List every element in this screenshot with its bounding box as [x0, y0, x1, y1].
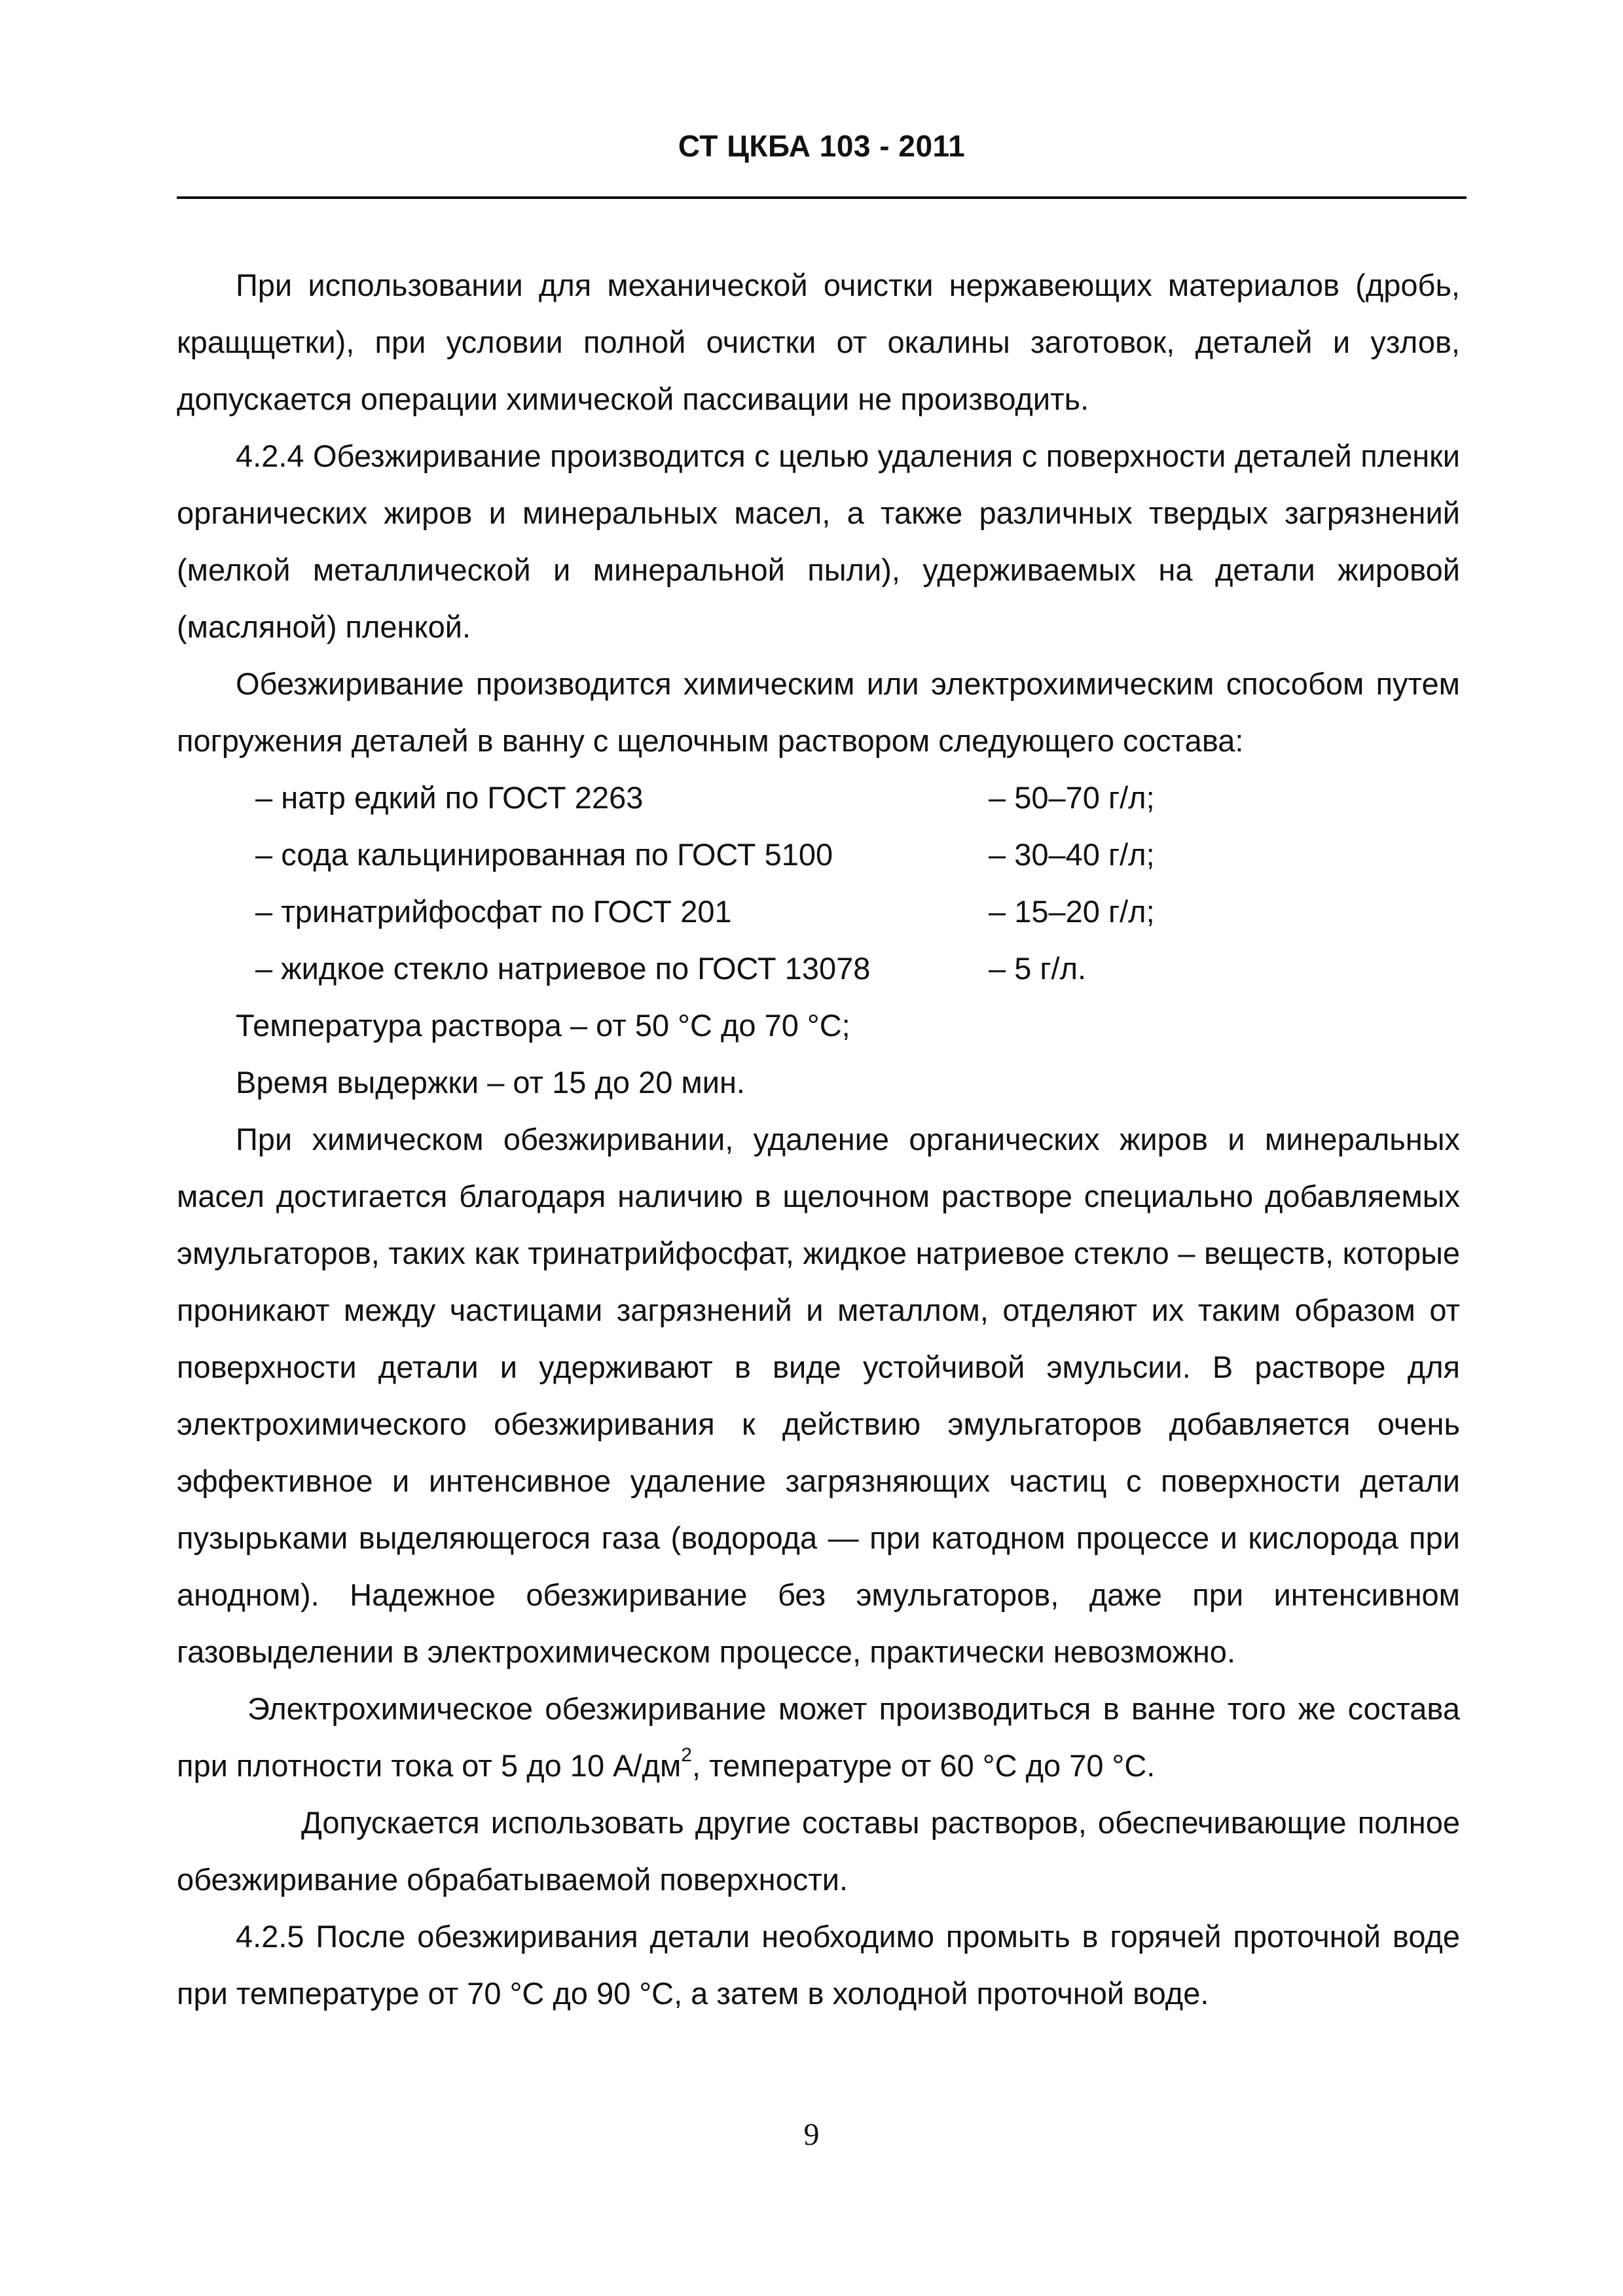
paragraph-degreasing-method: Обезжиривание производится химическим или электрохимическим способом путем погружения деталей в ванну с щелочным раствором следующего состава:	[177, 666, 1460, 758]
paragraph-electrochemical-degreasing	[177, 1680, 1460, 1794]
electrochemical-text-b: , температуре от 60 °С до 70 °С.	[691, 1748, 1156, 1783]
paragraph-4-2-5-rinsing: 4.2.5 После обезжиривания детали необходимо промыть в горячей проточной воде при температуре от 70 °С до 90 °С, а затем в холодной проточной воде.	[177, 1919, 1460, 2011]
paragraph-chemical-degreasing: При химическом обезжиривании, удаление органических жиров и минеральных масел достигается благодаря наличию в щелочном растворе специально добавляемых эмульгаторов, таких как тринатрийфосфат, жидкое натриевое стекло – веществ, которые проникают между частицами загрязнений и металлом, отделяют их таким образом от поверхности детали и удерживают в виде устойчивой эмульсии. В растворе для электрохимического обезжиривания к действию эмульгаторов добавляется очень эффективное и интенсивное удаление загрязняющих частиц с поверхности детали пузырьками выделяющегося газа (водорода — при катодном процессе и кислорода при анодном). Надежное обезжиривание без эмульгаторов, даже при интенсивном газовыделении в электрохимическом процессе, практически невозможно.	[177, 1122, 1460, 1669]
composition-item: – тринатрийфосфат по ГОСТ 201	[255, 894, 732, 929]
paragraph-other-compositions: Допускается использовать другие составы растворов, обеспечивающие полное обезжиривание обрабатываемой поверхности.	[177, 1805, 1460, 1897]
superscript-exponent: 2	[681, 1744, 692, 1767]
page-number: 9	[803, 2117, 820, 2152]
solution-temperature: Температура раствора – от 50 °С до 70 °С;	[236, 1008, 850, 1043]
composition-item: – натр едкий по ГОСТ 2263	[255, 780, 644, 815]
composition-value: – 15–20 г/л;	[989, 894, 1155, 929]
composition-row	[177, 769, 1460, 826]
composition-row	[177, 826, 1460, 883]
document-header-title: СТ ЦКБА 103 - 2011	[678, 129, 966, 163]
document-body	[177, 257, 1460, 2022]
composition-value: – 50–70 г/л;	[989, 780, 1155, 815]
header-divider	[177, 196, 1467, 199]
electrochemical-text-a: Электрохимическое обезжиривание может производиться в ванне того же состава при плотности тока от 5 до 10 А/дм	[177, 1691, 1460, 1783]
paragraph-mechanical-cleaning: При использовании для механической очистки нержавеющих материалов (дробь, кращщетки), при условии полной очистки от окалины заготовок, деталей и узлов, допускается операции химической пассивации не производить.	[177, 268, 1460, 416]
composition-row	[177, 883, 1460, 940]
paragraph-4-2-4-degreasing: 4.2.4 Обезжиривание производится с целью удаления с поверхности деталей пленки органических жиров и минеральных масел, а также различных твердых загрязнений (мелкой металлической и минеральной пыли), удерживаемых на детали жировой (масляной) пленкой.	[177, 439, 1460, 644]
composition-value: – 30–40 г/л;	[989, 837, 1155, 872]
composition-value: – 5 г/л.	[989, 951, 1087, 986]
composition-item: – сода кальцинированная по ГОСТ 5100	[255, 837, 833, 872]
composition-list	[177, 769, 1460, 997]
composition-item: – жидкое стекло натриевое по ГОСТ 13078	[255, 951, 871, 986]
composition-row	[177, 940, 1460, 997]
holding-time: Время выдержки – от 15 до 20 мин.	[236, 1065, 745, 1100]
